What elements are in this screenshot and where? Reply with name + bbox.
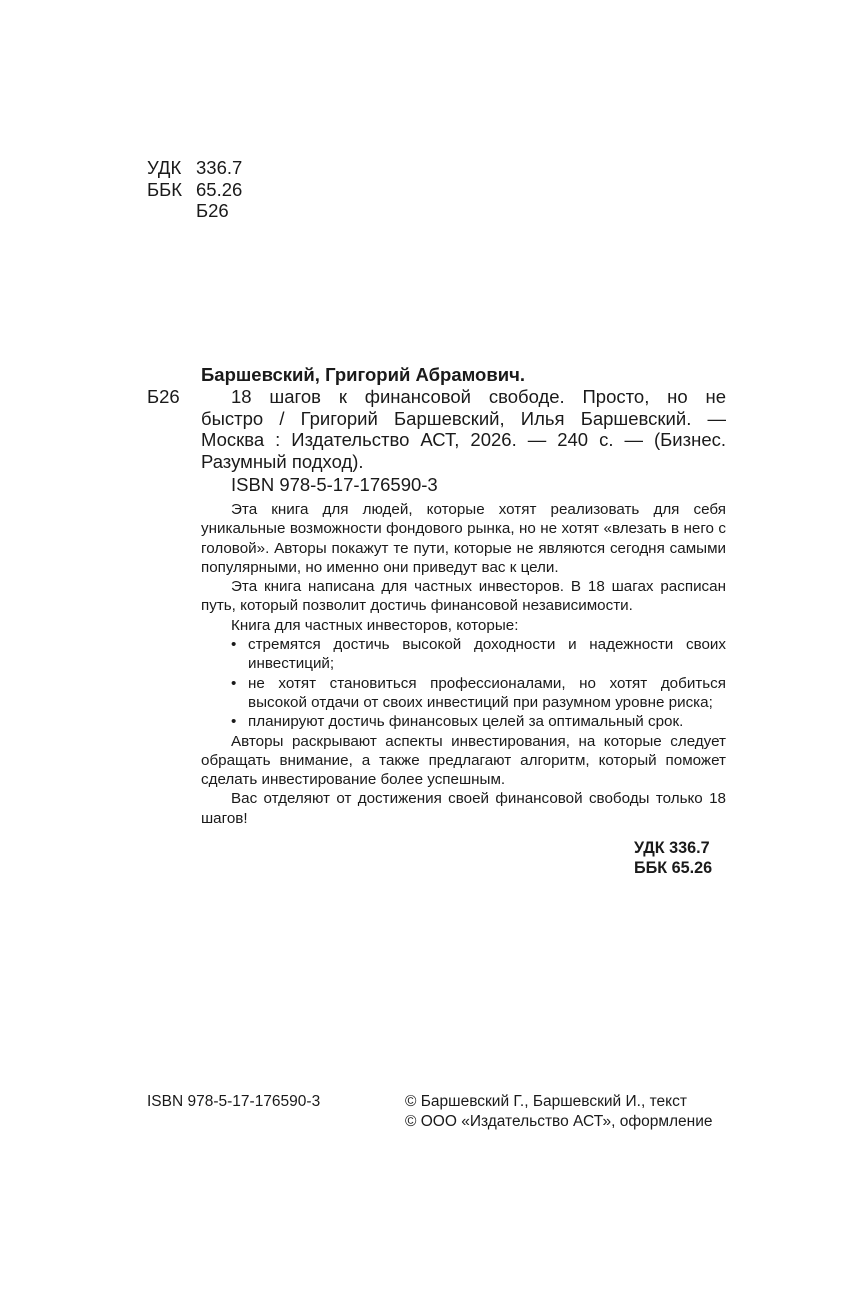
list-item-text: планируют достичь финансовых целей за оптимальный срок. xyxy=(248,713,684,731)
bbk-value: 65.26 xyxy=(196,178,243,200)
annotation-paragraph: Книга для частных инвесторов, которые: xyxy=(231,616,519,634)
audience-list xyxy=(201,635,726,731)
udk-code: УДК 336.7 xyxy=(634,839,710,857)
bbk-label: ББК xyxy=(147,178,183,200)
udk-label: УДК xyxy=(147,157,182,178)
isbn-main: ISBN 978-5-17-176590-3 xyxy=(231,474,438,495)
bullet-icon: • xyxy=(231,713,237,731)
biblio-line: Разумный подход). xyxy=(201,450,364,472)
list-item xyxy=(201,674,726,713)
udk-bbk-codes xyxy=(634,838,712,878)
bbk-code: ББК 65.26 xyxy=(634,859,713,877)
cutter-code: Б26 xyxy=(196,200,229,221)
list-item xyxy=(201,635,726,674)
annotation xyxy=(201,500,726,828)
biblio-line: 18 шагов к финансовой свободе. Просто, но не xyxy=(231,386,726,407)
classification-block xyxy=(147,157,242,222)
copyright-design: © ООО «Издательство АСТ», оформление xyxy=(405,1113,713,1130)
udk-value: 336.7 xyxy=(196,157,243,178)
record-cutter: Б26 xyxy=(147,386,180,407)
isbn-footer: ISBN 978-5-17-176590-3 xyxy=(147,1093,321,1110)
bbk-row xyxy=(147,179,242,201)
annotation-paragraph: Вас отделяют от достижения своей финансовой свободы только 18 шагов! xyxy=(201,790,726,827)
author-heading: Баршевский, Григорий Абрамович. xyxy=(201,364,525,385)
annotation-paragraph: Эта книга написана для частных инвесторов. В 18 шагах расписан путь, который позволит достичь финансовой независимости. xyxy=(201,578,726,615)
biblio-line: Москва : Издательство АСТ, 2026. — 240 с. — (Бизнес. xyxy=(201,429,726,450)
udk-row xyxy=(147,157,242,179)
cutter-row xyxy=(147,200,242,222)
bibliographic-description xyxy=(201,386,726,472)
list-item xyxy=(201,712,726,731)
annotation-paragraph: Авторы раскрывают аспекты инвестирования, на которые следует обращать внимание, а также предлагают алгоритм, который поможет сделать инвестирование более успешным. xyxy=(201,732,726,789)
biblio-line: быстро / Григорий Баршевский, Илья Баршевский. — xyxy=(201,407,726,429)
copyright-text: © Баршевский Г., Баршевский И., текст xyxy=(405,1093,687,1110)
annotation-paragraph: Эта книга для людей, которые хотят реализовать для себя уникальные возможности фондового рынка, но не хотят «влезать в него с головой». Авторы покажут те пути, которые не являются сегодня самыми популярными, но именно они приведут вас к цели. xyxy=(201,501,726,576)
copyright-block xyxy=(405,1092,713,1132)
bullet-icon: • xyxy=(231,636,237,654)
list-item-text: не хотят становиться профессионалами, но хотят добиться высокой отдачи от своих инвестиций при разумном уровне риска; xyxy=(248,674,726,711)
bullet-icon: • xyxy=(231,674,237,692)
list-item-text: стремятся достичь высокой доходности и надежности своих инвестиций; xyxy=(248,636,726,673)
